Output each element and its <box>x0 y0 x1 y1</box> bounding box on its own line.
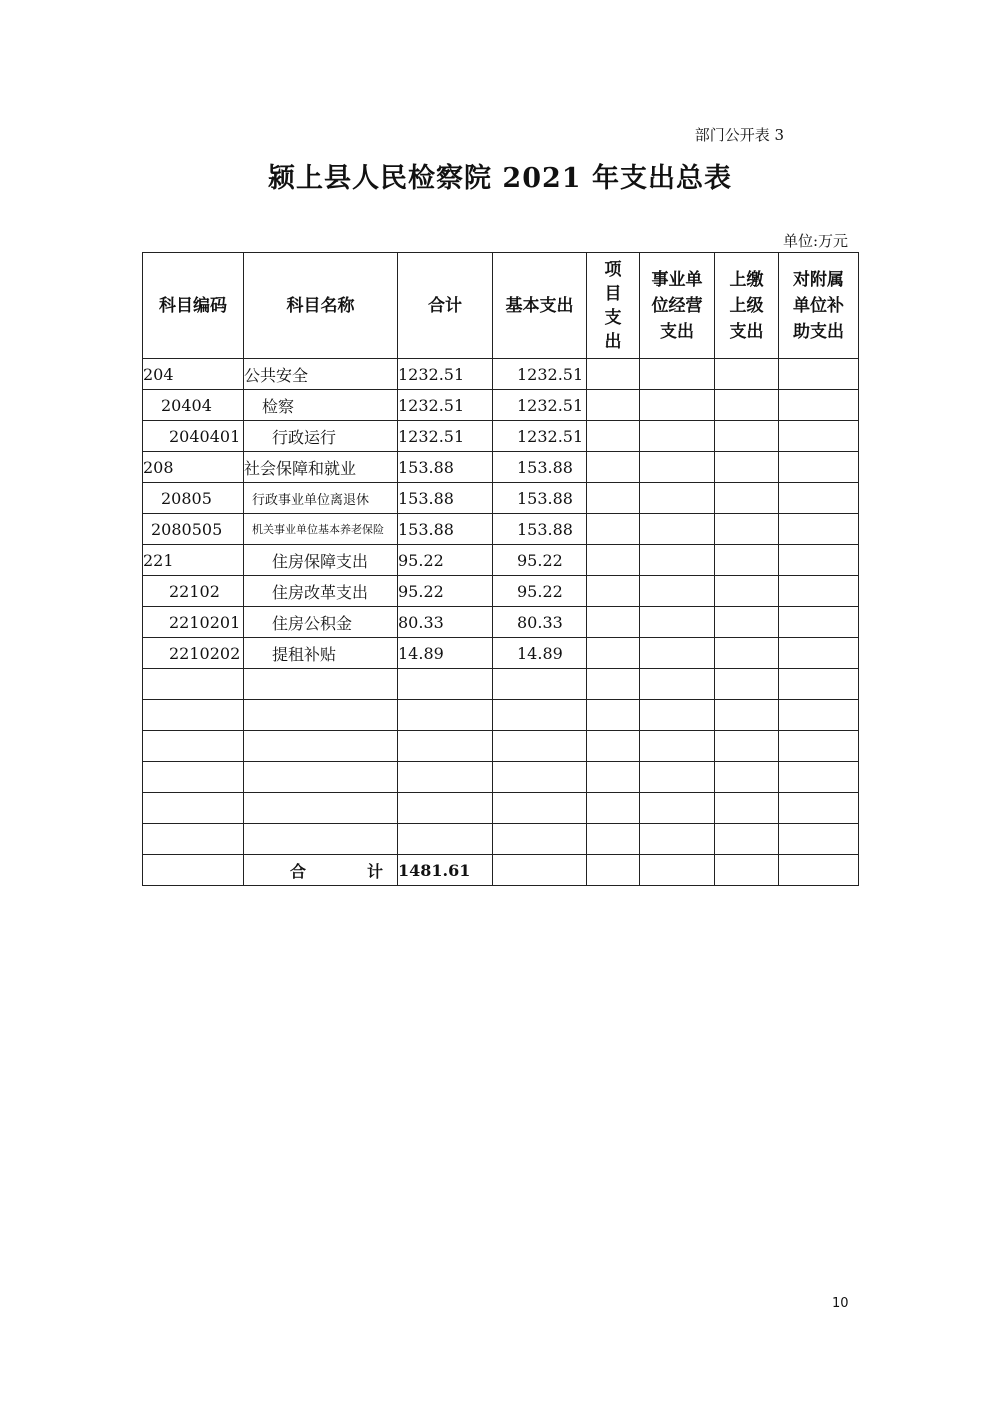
empty-cell <box>640 669 715 700</box>
empty-cell <box>587 855 640 886</box>
empty-cell <box>493 669 587 700</box>
empty-cell <box>143 669 244 700</box>
row-basic: 95.22 <box>493 576 587 607</box>
empty-cell <box>779 514 859 545</box>
empty-cell <box>715 390 779 421</box>
empty-cell <box>779 390 859 421</box>
header-project: 项 目 支 出 <box>587 253 640 359</box>
empty-cell <box>715 762 779 793</box>
empty-cell <box>779 545 859 576</box>
empty-cell <box>587 421 640 452</box>
row-total: 1232.51 <box>398 390 493 421</box>
table-row <box>143 607 859 638</box>
empty-cell <box>715 669 779 700</box>
row-total: 1232.51 <box>398 359 493 390</box>
empty-cell <box>779 359 859 390</box>
empty-cell <box>587 545 640 576</box>
empty-cell <box>640 514 715 545</box>
table-row <box>143 638 859 669</box>
row-basic: 95.22 <box>493 545 587 576</box>
row-name: 行政事业单位离退休 <box>244 483 398 514</box>
empty-cell <box>587 452 640 483</box>
empty-cell <box>244 793 398 824</box>
empty-cell <box>143 731 244 762</box>
row-name: 检察 <box>244 390 398 421</box>
empty-cell <box>779 855 859 886</box>
expense-table <box>142 252 859 886</box>
empty-cell <box>715 576 779 607</box>
empty-cell <box>398 793 493 824</box>
empty-cell <box>779 669 859 700</box>
row-basic: 1232.51 <box>493 421 587 452</box>
empty-cell <box>587 576 640 607</box>
empty-cell <box>493 762 587 793</box>
empty-cell <box>244 824 398 855</box>
empty-cell <box>398 731 493 762</box>
empty-cell <box>640 452 715 483</box>
empty-cell <box>244 669 398 700</box>
empty-cell <box>587 793 640 824</box>
empty-cell <box>587 390 640 421</box>
row-basic: 153.88 <box>493 452 587 483</box>
empty-cell <box>493 855 587 886</box>
row-name: 住房保障支出 <box>244 545 398 576</box>
row-name: 社会保障和就业 <box>244 452 398 483</box>
empty-cell <box>640 545 715 576</box>
row-total: 153.88 <box>398 483 493 514</box>
empty-cell <box>779 576 859 607</box>
header-row <box>143 253 859 359</box>
empty-cell <box>398 762 493 793</box>
row-basic: 1232.51 <box>493 359 587 390</box>
empty-cell <box>779 607 859 638</box>
row-name: 行政运行 <box>244 421 398 452</box>
row-basic: 80.33 <box>493 607 587 638</box>
row-total: 1232.51 <box>398 421 493 452</box>
empty-cell <box>779 824 859 855</box>
empty-cell <box>640 762 715 793</box>
total-label-right: 计 <box>366 861 383 881</box>
empty-cell <box>244 700 398 731</box>
empty-cell <box>143 855 244 886</box>
empty-cell <box>587 638 640 669</box>
empty-cell <box>779 452 859 483</box>
row-code: 204 <box>143 359 244 390</box>
row-code: 2040401 <box>143 421 244 452</box>
empty-cell <box>715 607 779 638</box>
table-row <box>143 483 859 514</box>
empty-cell <box>779 700 859 731</box>
row-total: 14.89 <box>398 638 493 669</box>
empty-row <box>143 669 859 700</box>
empty-cell <box>493 793 587 824</box>
empty-cell <box>587 762 640 793</box>
row-total: 95.22 <box>398 545 493 576</box>
table-row <box>143 421 859 452</box>
row-code: 221 <box>143 545 244 576</box>
row-code: 2080505 <box>143 514 244 545</box>
empty-cell <box>640 855 715 886</box>
header-basic: 基本支出 <box>493 253 587 359</box>
grand-total: 1481.61 <box>398 855 493 886</box>
empty-row <box>143 762 859 793</box>
empty-cell <box>587 700 640 731</box>
empty-cell <box>640 700 715 731</box>
empty-cell <box>779 793 859 824</box>
empty-cell <box>640 638 715 669</box>
row-total: 80.33 <box>398 607 493 638</box>
total-label-left: 合 <box>290 861 307 881</box>
empty-cell <box>640 607 715 638</box>
empty-cell <box>779 483 859 514</box>
row-code: 20404 <box>143 390 244 421</box>
empty-cell <box>715 545 779 576</box>
empty-cell <box>715 793 779 824</box>
row-basic: 1232.51 <box>493 390 587 421</box>
header-name: 科目名称 <box>244 253 398 359</box>
row-name: 公共安全 <box>244 359 398 390</box>
empty-row <box>143 731 859 762</box>
header-total: 合计 <box>398 253 493 359</box>
empty-cell <box>779 731 859 762</box>
empty-cell <box>715 731 779 762</box>
page-title: 颍上县人民检察院 2021 年支出总表 <box>268 163 732 194</box>
empty-cell <box>715 452 779 483</box>
header-subsidy: 对附属 单位补 助支出 <box>779 253 859 359</box>
empty-cell <box>493 731 587 762</box>
empty-cell <box>640 576 715 607</box>
empty-cell <box>143 824 244 855</box>
row-code: 2210201 <box>143 607 244 638</box>
row-code: 20805 <box>143 483 244 514</box>
empty-cell <box>715 638 779 669</box>
row-total: 95.22 <box>398 576 493 607</box>
empty-cell <box>587 514 640 545</box>
row-code: 22102 <box>143 576 244 607</box>
row-name: 住房改革支出 <box>244 576 398 607</box>
row-basic: 153.88 <box>493 483 587 514</box>
empty-cell <box>587 359 640 390</box>
row-basic: 153.88 <box>493 514 587 545</box>
empty-cell <box>715 359 779 390</box>
empty-cell <box>715 514 779 545</box>
empty-cell <box>779 762 859 793</box>
row-basic: 14.89 <box>493 638 587 669</box>
row-code: 2210202 <box>143 638 244 669</box>
empty-cell <box>143 700 244 731</box>
empty-cell <box>587 607 640 638</box>
empty-cell <box>715 855 779 886</box>
empty-cell <box>640 390 715 421</box>
empty-row <box>143 793 859 824</box>
empty-cell <box>587 824 640 855</box>
empty-cell <box>779 638 859 669</box>
empty-cell <box>398 824 493 855</box>
empty-cell <box>640 731 715 762</box>
table-row <box>143 576 859 607</box>
empty-cell <box>640 793 715 824</box>
total-row <box>143 855 859 886</box>
empty-row <box>143 824 859 855</box>
total-label <box>244 855 398 886</box>
empty-cell <box>244 731 398 762</box>
table-label: 部门公开表 3 <box>694 126 784 144</box>
empty-cell <box>640 421 715 452</box>
table-row <box>143 359 859 390</box>
row-code: 208 <box>143 452 244 483</box>
empty-cell <box>143 793 244 824</box>
empty-cell <box>587 731 640 762</box>
row-total: 153.88 <box>398 514 493 545</box>
empty-cell <box>715 824 779 855</box>
empty-cell <box>587 669 640 700</box>
empty-cell <box>493 700 587 731</box>
empty-cell <box>493 824 587 855</box>
empty-cell <box>715 421 779 452</box>
header-upper: 上缴 上级 支出 <box>715 253 779 359</box>
empty-cell <box>398 700 493 731</box>
table-row <box>143 390 859 421</box>
header-code: 科目编码 <box>143 253 244 359</box>
empty-cell <box>715 483 779 514</box>
row-name: 机关事业单位基本养老保险 <box>244 514 398 545</box>
row-name: 提租补贴 <box>244 638 398 669</box>
empty-cell <box>640 483 715 514</box>
empty-cell <box>640 359 715 390</box>
empty-cell <box>779 421 859 452</box>
empty-cell <box>640 824 715 855</box>
empty-cell <box>587 483 640 514</box>
page-number: 10 <box>832 1296 849 1311</box>
empty-row <box>143 700 859 731</box>
empty-cell <box>143 762 244 793</box>
table-row <box>143 545 859 576</box>
empty-cell <box>244 762 398 793</box>
header-business: 事业单 位经营 支出 <box>640 253 715 359</box>
empty-cell <box>715 700 779 731</box>
row-total: 153.88 <box>398 452 493 483</box>
table-row <box>143 514 859 545</box>
table-row <box>143 452 859 483</box>
unit-label: 单位:万元 <box>782 232 848 250</box>
empty-cell <box>398 669 493 700</box>
row-name: 住房公积金 <box>244 607 398 638</box>
